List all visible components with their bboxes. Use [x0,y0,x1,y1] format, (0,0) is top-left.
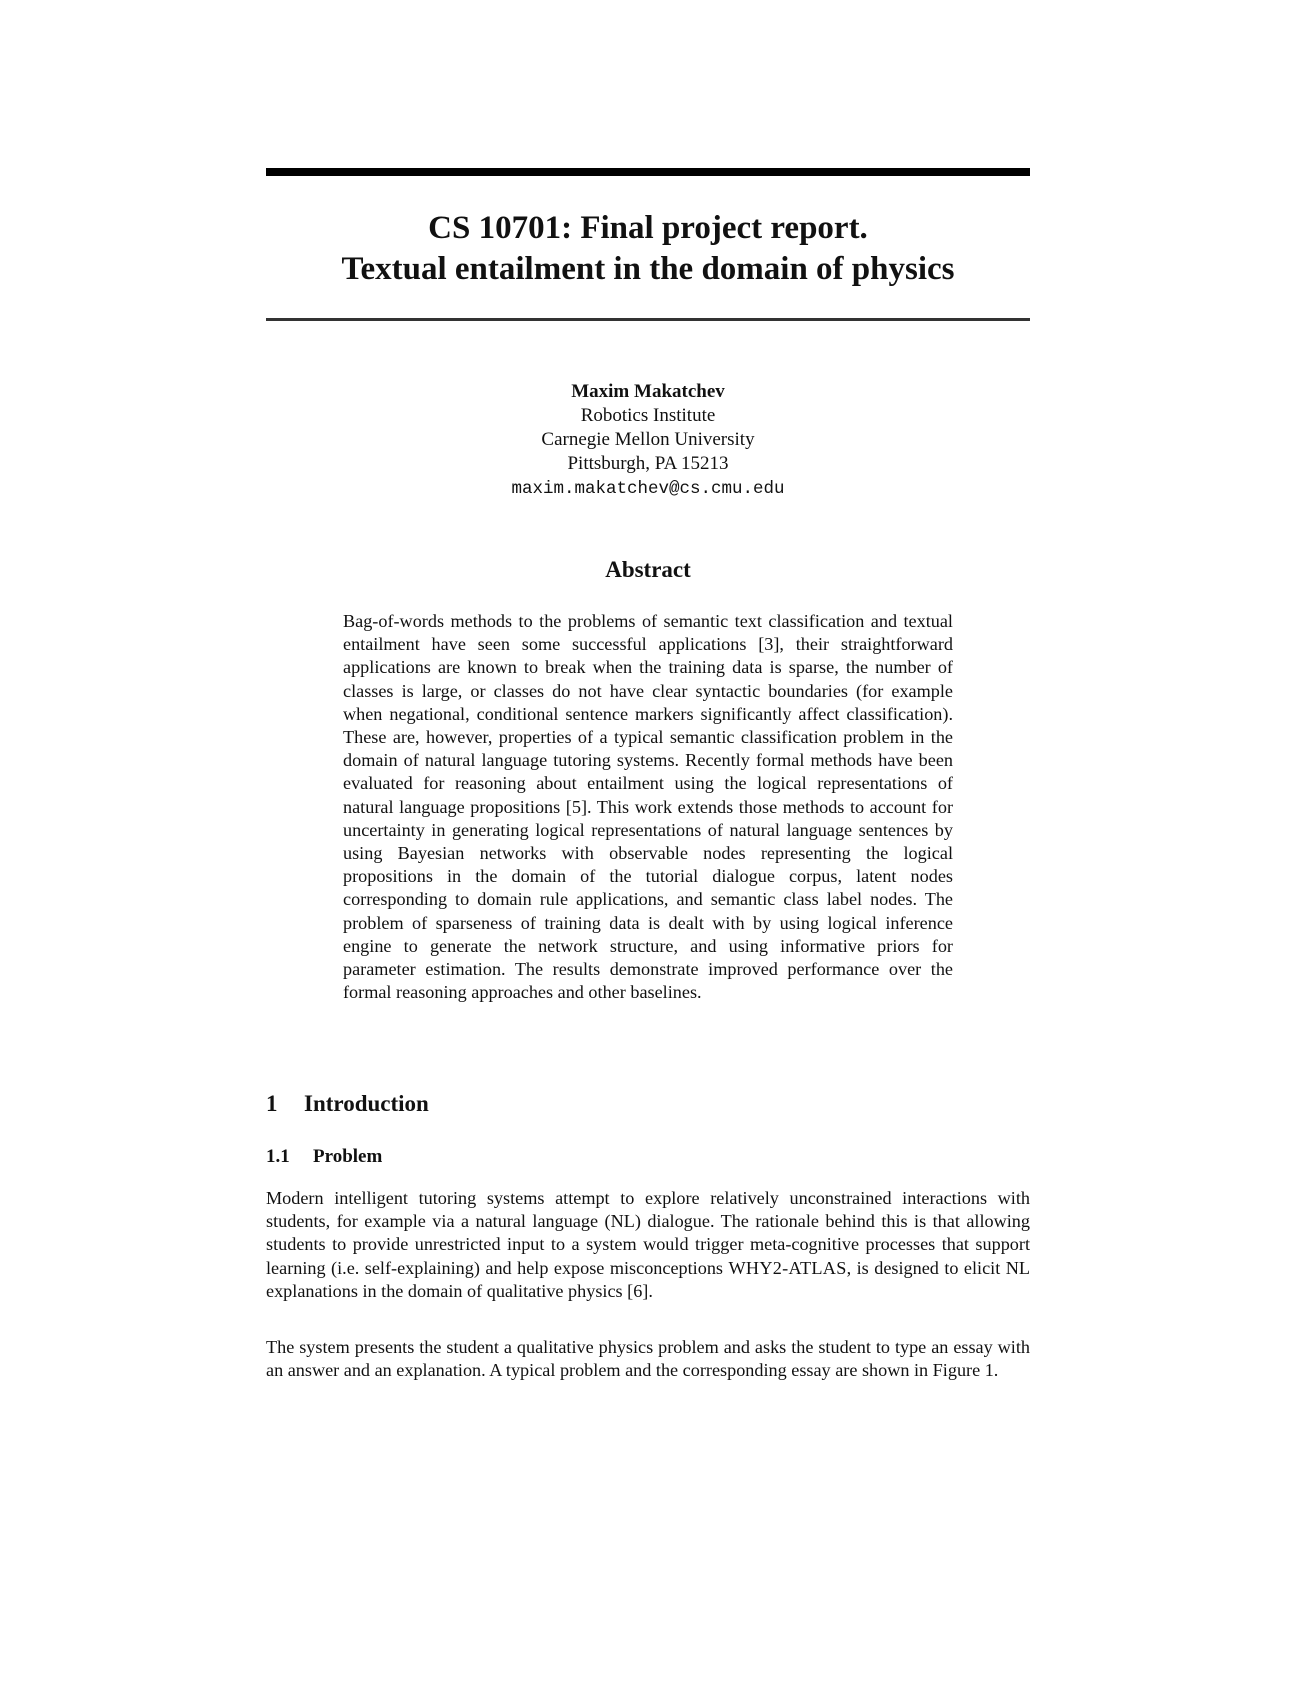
abstract-heading: Abstract [605,557,691,582]
body-paragraph-1 [266,1187,1030,1303]
paragraph-1-text-b: , is designed to elicit NL explanations in the domain of qualitative physics [6]. [266,1257,1030,1301]
title-top-rule [266,168,1030,176]
paper-title [266,208,1030,290]
author-name: Maxim Makatchev [571,381,725,402]
title-line-2: Textual entailment in the domain of physics [341,251,955,287]
title-line-1: CS 10701: Final project report. [428,210,868,246]
author-address: Pittsburgh, PA 15213 [567,453,729,474]
author-email: maxim.makatchev@cs.cmu.edu [511,479,785,499]
author-affiliation-1: Robotics Institute [580,405,716,426]
subsection-number: 1.1 [266,1146,290,1167]
author-block [266,380,1030,501]
paragraph-1-text-a: Modern intelligent tutoring systems attempt to explore relatively unconstrained interactions with students, for example via a natural language (NL) dialogue. The rationale behind this is that allowing students to provide unrestricted input to a system would trigger meta-cognitive processes that support learning (i.e. self-explaining) and help expose misconceptions [266,1188,1030,1278]
author-affiliation-2: Carnegie Mellon University [541,429,755,450]
system-name: WHY2-ATLAS [728,1257,847,1278]
body-paragraph-2: The system presents the student a qualitative physics problem and asks the student to type an essay with an answer and an explanation. A typical problem and the corresponding essay are shown in Figure 1. [266,1337,1030,1381]
section-number: 1 [266,1091,278,1116]
section-heading-introduction [266,1090,429,1118]
abstract-text: Bag-of-words methods to the problems of semantic text classification and textual entailment have seen some successful applications [3], their straightforward applications are known to break when the training data is sparse, the number of classes is large, or classes do not have clear syntactic boundaries (for example when negational, conditional sentence markers significantly affect classification). These are, however, properties of a typical semantic classification problem in the domain of natural language tutoring systems. Recently formal methods have been evaluated for reasoning about entailment using the logical representations of natural language propositions [5]. This work extends those methods to account for uncertainty in generating logical representations of natural language sentences by using Bayesian networks with observable nodes representing the logical propositions in the domain of the tutorial dialogue corpus, latent nodes corresponding to domain rule applications, and semantic class label nodes. The problem of sparseness of training data is dealt with by using logical inference engine to generate the network structure, and using informative priors for parameter estimation. The results demonstrate improved performance over the formal reasoning approaches and other baselines. [343,611,953,1003]
subsection-heading-problem [266,1145,382,1169]
section-title: Introduction [304,1091,429,1116]
subsection-title: Problem [313,1146,383,1167]
title-bottom-rule [266,318,1030,321]
